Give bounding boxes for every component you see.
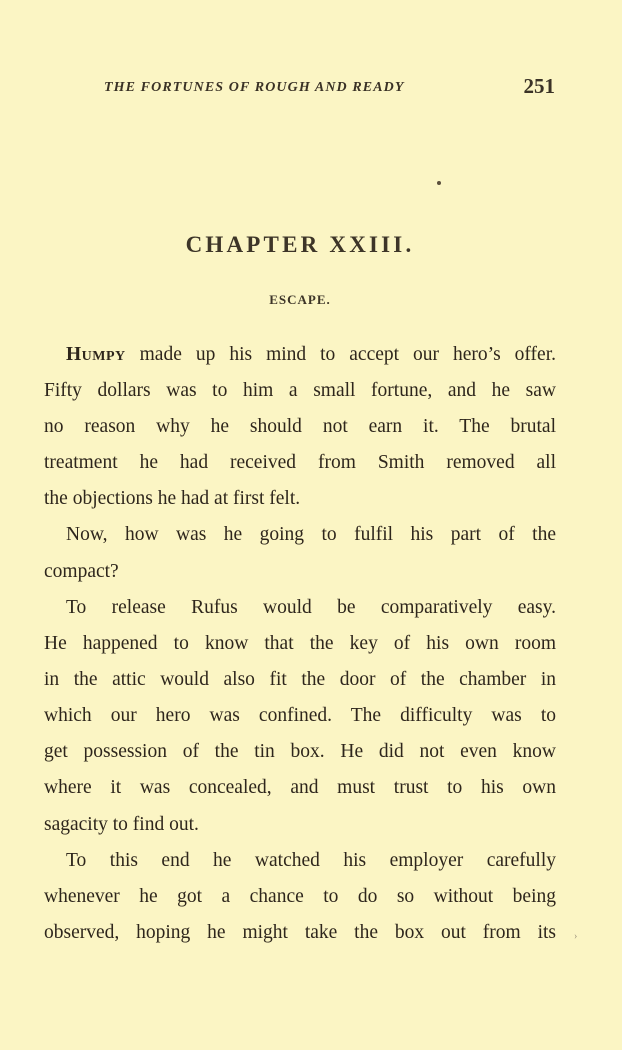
text-line: the objections he had at first felt. [44, 488, 301, 509]
text-line: where it was concealed, and must trust to his own [44, 777, 556, 798]
text-line: whenever he got a chance to do so without being [44, 886, 556, 907]
text-line: He happened to know that the key of his own room [44, 633, 556, 654]
line-text: made up his mind to accept our hero’s offer. [125, 344, 556, 365]
dropword: Humpy [66, 344, 126, 365]
text-line: observed, hoping he might take the box out from its [44, 922, 556, 943]
text-line: which our hero was confined. The difficulty was to [44, 705, 556, 726]
text-line: no reason why he should not earn it. The brutal [44, 416, 556, 437]
text-line: Now, how was he going to fulfil his part of the [66, 524, 556, 545]
text-line: To release Rufus would be comparatively easy. [66, 597, 556, 618]
ink-speck [437, 181, 441, 185]
text-line: To this end he watched his employer carefully [66, 850, 556, 871]
text-line: compact? [44, 561, 119, 582]
text-line: sagacity to find out. [44, 814, 199, 835]
page-number: 251 [523, 74, 555, 98]
text-line: Fifty dollars was to him a small fortune, and he saw [44, 380, 556, 401]
text-line: get possession of the tin box. He did not even know [44, 741, 556, 762]
running-title: THE FORTUNES OF ROUGH AND READY [104, 80, 405, 95]
running-head [100, 74, 555, 102]
text-line: treatment he had received from Smith removed all [44, 452, 556, 473]
text-line: in the attic would also fit the door of the chamber in [44, 669, 556, 690]
chapter-heading: CHAPTER XXIII. [185, 232, 415, 257]
chapter-subtitle: ESCAPE. [269, 292, 331, 307]
text-line [66, 337, 556, 373]
margin-mark: › [574, 931, 578, 942]
